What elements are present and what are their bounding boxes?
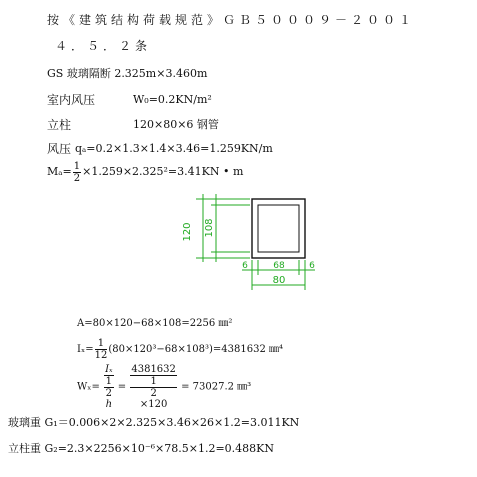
header-line-2: ４．５．２条	[55, 39, 152, 53]
inertia-rhs: (80×120³−68×108³)=4381632 ㎜⁴	[108, 344, 283, 355]
wind-load-label: 风压	[47, 142, 72, 156]
modulus-fraction-1	[104, 364, 114, 410]
modulus-formula: Wₓ= Iₓ 1 2 h = 4381632 1 2 ×120 = 73027.2 ㎜³	[77, 364, 252, 410]
bottom-inner-label: 68	[273, 261, 285, 271]
bottom-right-label: 6	[309, 261, 315, 271]
modulus-den-1-num: 1	[105, 376, 113, 387]
height-dimension	[196, 194, 250, 262]
modulus-rhs: = 73027.2 ㎜³	[181, 381, 252, 393]
moment-lhs: Mₐ=	[47, 165, 72, 178]
modulus-lhs: Wₓ=	[77, 381, 100, 393]
wind-pressure-label: 室内风压	[47, 93, 96, 107]
height-label: 120	[182, 222, 193, 242]
inertia-formula	[77, 338, 283, 362]
modulus-den-2	[130, 376, 177, 410]
modulus-den-1-den: 2	[105, 388, 113, 399]
inertia-lhs: Iₓ=	[77, 344, 94, 355]
inertia-den: 12	[94, 350, 108, 361]
bottom-total-label: 80	[272, 275, 286, 286]
inner-height-label: 108	[204, 218, 215, 238]
moment-den: 2	[73, 172, 81, 184]
moment-fraction	[73, 161, 81, 184]
modulus-den-2-num: 1	[130, 376, 177, 388]
moment-rhs: ×1.259×2.325²=3.41KN • m	[82, 165, 244, 178]
wind-load-expression: qₐ=0.2×1.3×1.4×3.46=1.259KN/m	[75, 142, 273, 155]
column-value: 120×80×6 钢管	[133, 118, 219, 131]
modulus-num-2: 4381632	[131, 364, 176, 375]
inertia-num: 1	[95, 338, 108, 350]
area-formula: A=80×120−68×108=2256 ㎜²	[77, 318, 233, 329]
glass-weight: 玻璃重 G₁＝0.006×2×2.325×3.46×26×1.2=3.011KN	[8, 416, 300, 429]
tube-section	[252, 199, 305, 258]
inertia-fraction	[95, 338, 108, 361]
moment-num: 1	[73, 160, 81, 172]
bottom-left-label: 6	[242, 261, 248, 271]
wind-pressure-value: W₀=0.2KN/m²	[133, 93, 212, 106]
modulus-den-2-den: 2	[150, 388, 157, 399]
modulus-den-1-h: h	[105, 399, 113, 410]
header-line-1: 按《建筑结构荷载规范》ＧＢ５０００９－２００１	[47, 13, 416, 27]
column-label: 立柱	[47, 118, 72, 132]
modulus-fraction-2	[130, 364, 177, 410]
column-weight: 立柱重 G₂=2.3×2256×10⁻⁶×78.5×1.2=0.488KN	[8, 442, 275, 455]
modulus-num-1: Iₓ	[105, 364, 113, 375]
modulus-den-2-h: ×120	[139, 399, 168, 410]
width-dimension	[242, 260, 315, 290]
moment-formula	[47, 160, 243, 184]
modulus-den-1	[104, 376, 114, 410]
glass-partition: GS 玻璃隔断 2.325m×3.460m	[47, 67, 208, 80]
